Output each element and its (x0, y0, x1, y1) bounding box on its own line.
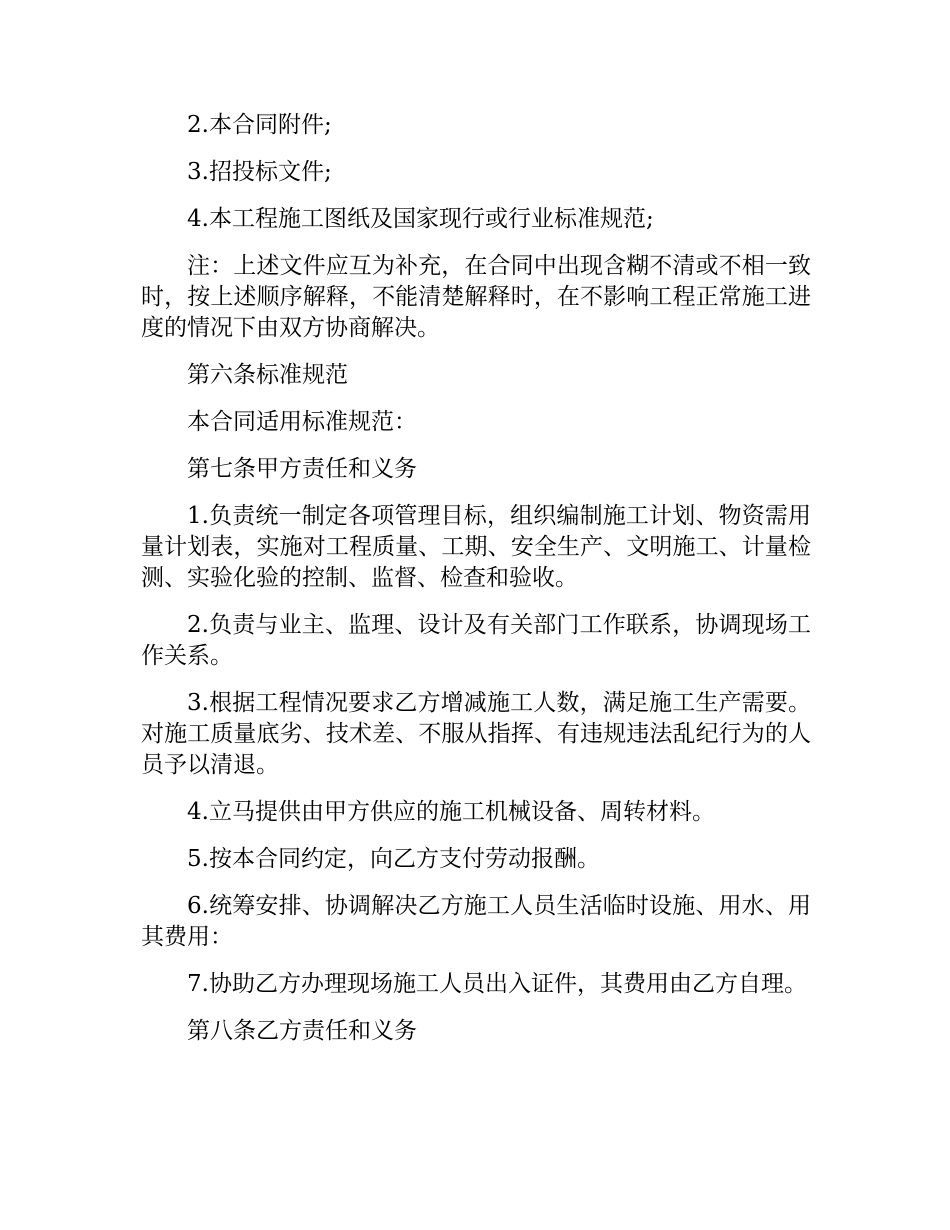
section-heading-article-8: 第八条乙方责任和义务 (187, 1018, 417, 1044)
note-paragraph: 注：上述文件应互为补充，在合同中出现含糊不清或不相一致时，按上述顺序解释，不能清楚解释时，在不影响工程正常施工进度的情况下由双方协商解决。 (141, 253, 811, 341)
party-a-duty-2: 2.负责与业主、监理、设计及有关部门工作联系，协调现场工作关系。 (141, 612, 811, 669)
document-body (141, 110, 811, 1063)
section-heading-article-6: 第六条标准规范 (187, 362, 348, 388)
clause-drawings-standards: 4.本工程施工图纸及国家现行或行业标准规范; (187, 206, 654, 232)
clause-tender-documents: 3.招投标文件; (187, 159, 332, 185)
party-a-duty-7: 7.协助乙方办理现场施工人员出入证件，其费用由乙方自理。 (187, 971, 807, 997)
party-a-duty-5: 5.按本合同约定，向乙方支付劳动报酬。 (187, 846, 600, 872)
party-a-duty-6: 6.统筹安排、协调解决乙方施工人员生活临时设施、用水、用其费用： (141, 893, 811, 950)
standards-paragraph: 本合同适用标准规范： (187, 409, 417, 435)
party-a-duty-4: 4.立马提供由甲方供应的施工机械设备、周转材料。 (187, 799, 715, 825)
clause-attachments: 2.本合同附件; (187, 112, 332, 138)
party-a-duty-1: 1.负责统一制定各项管理目标，组织编制施工计划、物资需用量计划表，实施对工程质量、工期、安全生产、文明施工、计量检测、实验化验的控制、监督、检查和验收。 (141, 503, 811, 591)
section-heading-article-7: 第七条甲方责任和义务 (187, 456, 417, 482)
party-a-duty-3: 3.根据工程情况要求乙方增减施工人数，满足施工生产需要。对施工质量底劣、技术差、不服从指挥、有违规违法乱纪行为的人员予以清退。 (141, 690, 811, 778)
